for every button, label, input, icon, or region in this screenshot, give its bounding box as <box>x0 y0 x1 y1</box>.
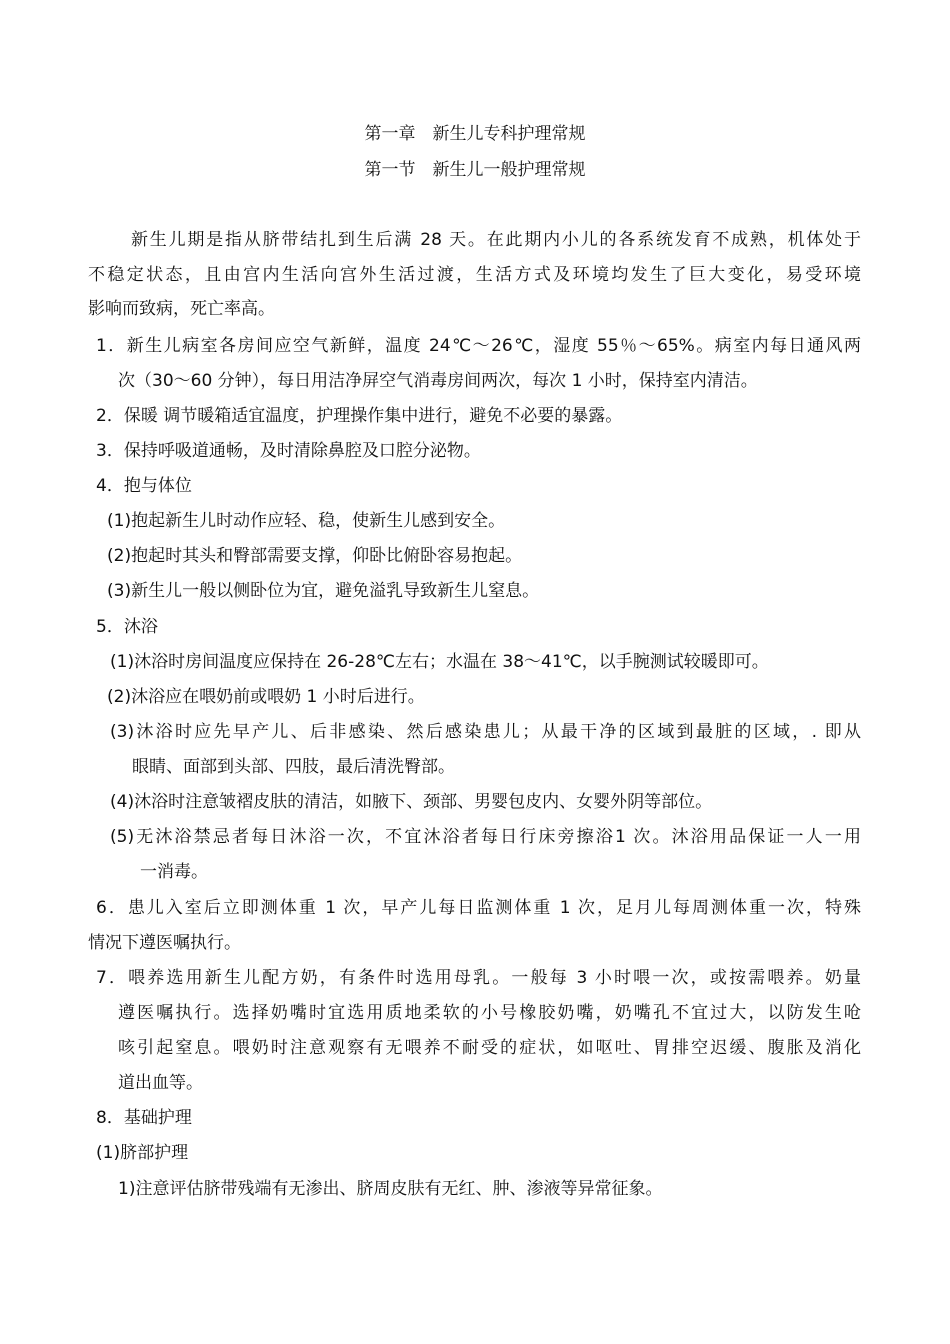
sub-item: (3)新生儿一般以侧卧位为宜，避免溢乳导致新生儿窒息。 <box>107 581 540 601</box>
sub-item: (2)沐浴应在喂奶前或喂奶 1 小时后进行。 <box>107 687 425 707</box>
intro-line: 影响而致病，死亡率高。 <box>88 299 275 319</box>
list-item: 1．新生儿病室各房间应空气新鲜，温度 24℃～26℃，湿度 55％～65%。病室内每日通风两 <box>96 336 861 356</box>
list-item-continuation: 次（30～60 分钟），每日用洁净屏空气消毒房间两次，每次 1 小时，保持室内清洁。 <box>118 371 758 391</box>
list-item: 3．保持呼吸道通畅，及时清除鼻腔及口腔分泌物。 <box>96 441 481 461</box>
list-item: 5．沐浴 <box>96 617 158 637</box>
sub-item: (3)沐浴时应先早产儿、后非感染、然后感染患儿；从最干净的区域到最脏的区域，. 即从 <box>110 722 861 742</box>
chapter-title: 第一章 新生儿专科护理常规 <box>364 124 586 144</box>
intro-line: 新生儿期是指从脐带结扎到生后满 28 天。在此期内小儿的各系统发育不成熟，机体处于 <box>131 230 861 250</box>
list-item-continuation: 道出血等。 <box>118 1073 203 1093</box>
list-item: 6．患儿入室后立即测体重 1 次，早产儿每日监测体重 1 次，足月儿每周测体重一次，特殊 <box>96 898 861 918</box>
list-item-continuation: 遵医嘱执行。选择奶嘴时宜选用质地柔软的小号橡胶奶嘴，奶嘴孔不宜过大，以防发生呛 <box>118 1003 861 1023</box>
list-item: 2．保暖 调节暖箱适宜温度，护理操作集中进行，避免不必要的暴露。 <box>96 406 623 426</box>
sub-item: (5)无沐浴禁忌者每日沐浴一次，不宜沐浴者每日行床旁擦浴1 次。沐浴用品保证一人一用 <box>110 827 861 847</box>
list-item-continuation: 咳引起窒息。喂奶时注意观察有无喂养不耐受的症状，如呕吐、胃排空迟缓、腹胀及消化 <box>118 1038 861 1058</box>
list-item-continuation: 情况下遵医嘱执行。 <box>88 933 241 953</box>
sub-item: (2)抱起时其头和臀部需要支撑，仰卧比俯卧容易抱起。 <box>107 546 523 566</box>
list-item: 7．喂养选用新生儿配方奶，有条件时选用母乳。一般每 3 小时喂一次，或按需喂养。奶量 <box>96 968 861 988</box>
section-title: 第一节 新生儿一般护理常规 <box>364 160 586 180</box>
sub-item-continuation: 眼睛、面部到头部、四肢，最后清洗臀部。 <box>132 757 455 777</box>
list-item: 8．基础护理 <box>96 1108 192 1128</box>
sub-sub-item: 1)注意评估脐带残端有无渗出、脐周皮肤有无红、肿、渗液等异常征象。 <box>118 1179 663 1199</box>
list-item: 4．抱与体位 <box>96 476 192 496</box>
sub-item: (1)脐部护理 <box>96 1143 189 1163</box>
sub-item: (1)抱起新生儿时动作应轻、稳，使新生儿感到安全。 <box>107 511 506 531</box>
sub-item: (1)沐浴时房间温度应保持在 26-28℃左右；水温在 38～41℃，以手腕测试较暖即可。 <box>110 652 769 672</box>
intro-line: 不稳定状态，且由宫内生活向宫外生活过渡，生活方式及环境均发生了巨大变化，易受环境 <box>88 265 861 285</box>
sub-item-continuation: 一消毒。 <box>140 862 208 882</box>
sub-item: (4)沐浴时注意皱褶皮肤的清洁，如腋下、颈部、男婴包皮内、女婴外阴等部位。 <box>110 792 713 812</box>
